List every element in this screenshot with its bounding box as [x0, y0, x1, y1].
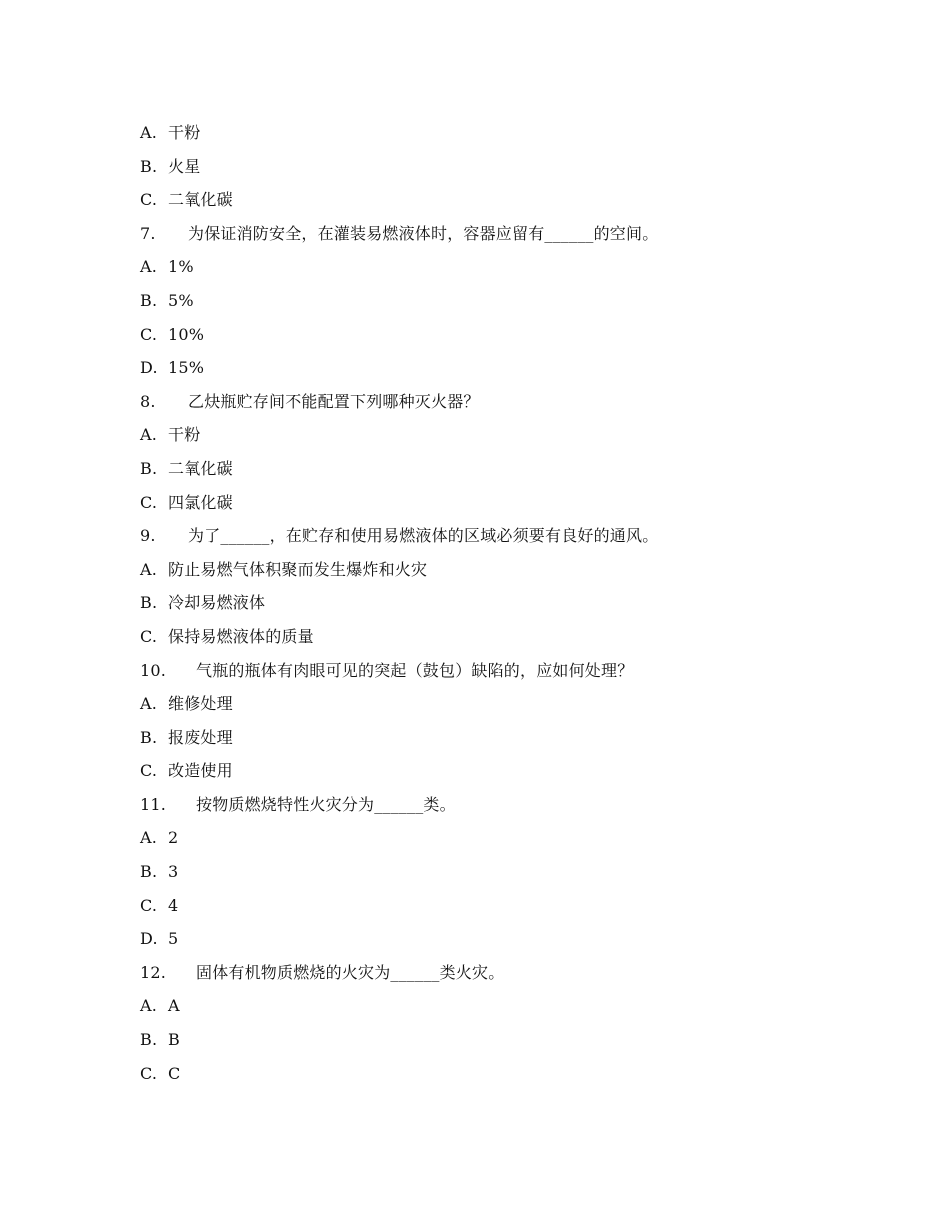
option-letter: C. — [140, 190, 158, 210]
option-text: B — [168, 1030, 180, 1050]
option-text: 10% — [168, 324, 205, 344]
option-letter: B. — [140, 290, 158, 310]
option-text: 二氧化碳 — [168, 190, 233, 210]
option-letter: B. — [140, 862, 158, 882]
option-line — [140, 452, 830, 486]
option-text: 4 — [168, 895, 179, 915]
option-letter: A. — [140, 257, 158, 277]
option-line — [140, 754, 830, 788]
question-text: 乙炔瓶贮存间不能配置下列哪种灭火器？ — [188, 391, 480, 411]
question-text: 为保证消防安全，在灌装易燃液体时，容器应留有______的空间。 — [188, 223, 659, 243]
option-line — [140, 889, 830, 923]
option-text: 15% — [168, 358, 205, 378]
option-text: 干粉 — [168, 123, 201, 142]
option-line — [140, 351, 830, 385]
question-line — [140, 788, 830, 822]
option-line — [140, 250, 830, 284]
option-letter: A. — [140, 996, 158, 1016]
option-text: 四氯化碳 — [168, 492, 233, 512]
option-letter: A. — [140, 694, 158, 714]
option-letter: C. — [140, 626, 158, 646]
question-line — [140, 956, 830, 990]
question-text: 按物质燃烧特性火灾分为______类。 — [196, 794, 456, 814]
option-text: 干粉 — [168, 425, 201, 445]
option-text: 二氧化碳 — [168, 458, 233, 478]
option-line — [140, 721, 830, 755]
option-line — [140, 687, 830, 721]
option-text: 5% — [168, 290, 194, 310]
question-line — [140, 654, 830, 688]
option-line — [140, 989, 830, 1023]
option-letter: C. — [140, 761, 158, 781]
option-text: 火星 — [168, 156, 201, 176]
option-text: 3 — [168, 862, 179, 882]
option-text: 防止易燃气体积聚而发生爆炸和火灾 — [168, 559, 428, 579]
question-number: 9. — [140, 526, 156, 546]
question-line — [140, 217, 830, 251]
option-letter: A. — [140, 123, 158, 142]
question-number: 11. — [140, 794, 167, 814]
option-letter: A. — [140, 425, 158, 445]
question-text: 为了______，在贮存和使用易燃液体的区域必须要有良好的通风。 — [188, 526, 659, 546]
option-line — [140, 116, 830, 150]
option-text: 冷却易燃液体 — [168, 593, 266, 613]
option-line — [140, 586, 830, 620]
option-letter: D. — [140, 929, 158, 949]
question-line — [140, 519, 830, 553]
option-letter: B. — [140, 458, 158, 478]
option-line — [140, 150, 830, 184]
question-number: 10. — [140, 660, 167, 680]
option-text: 报废处理 — [168, 727, 233, 747]
option-letter: A. — [140, 559, 158, 579]
option-text: 保持易燃液体的质量 — [168, 626, 314, 646]
option-letter: C. — [140, 1063, 158, 1083]
option-letter: B. — [140, 1030, 158, 1050]
option-line — [140, 284, 830, 318]
question-text: 气瓶的瓶体有肉眼可见的突起（鼓包）缺陷的，应如何处理？ — [196, 660, 634, 680]
option-text: A — [168, 996, 180, 1016]
option-line — [140, 553, 830, 587]
option-text: 改造使用 — [168, 761, 233, 781]
option-letter: A. — [140, 828, 158, 848]
option-letter: B. — [140, 156, 158, 176]
question-text: 固体有机物质燃烧的火灾为______类火灾。 — [196, 962, 505, 982]
question-number: 8. — [140, 391, 156, 411]
option-line — [140, 486, 830, 520]
option-text: 维修处理 — [168, 694, 233, 714]
question-number: 12. — [140, 962, 167, 982]
option-letter: C. — [140, 492, 158, 512]
option-text: 5 — [168, 929, 179, 949]
option-letter: B. — [140, 727, 158, 747]
option-text: 2 — [168, 828, 179, 848]
option-line — [140, 1057, 830, 1091]
option-line — [140, 183, 830, 217]
option-text: 1% — [168, 257, 194, 277]
option-line — [140, 855, 830, 889]
option-line — [140, 821, 830, 855]
question-number: 7. — [140, 223, 156, 243]
option-line — [140, 418, 830, 452]
option-line — [140, 620, 830, 654]
option-line — [140, 922, 830, 956]
option-text: C — [168, 1063, 181, 1083]
question-line — [140, 385, 830, 419]
option-line — [140, 318, 830, 352]
option-letter: B. — [140, 593, 158, 613]
option-line — [140, 1023, 830, 1057]
question-list — [140, 116, 830, 1090]
option-letter: C. — [140, 324, 158, 344]
option-letter: C. — [140, 895, 158, 915]
option-letter: D. — [140, 358, 158, 378]
